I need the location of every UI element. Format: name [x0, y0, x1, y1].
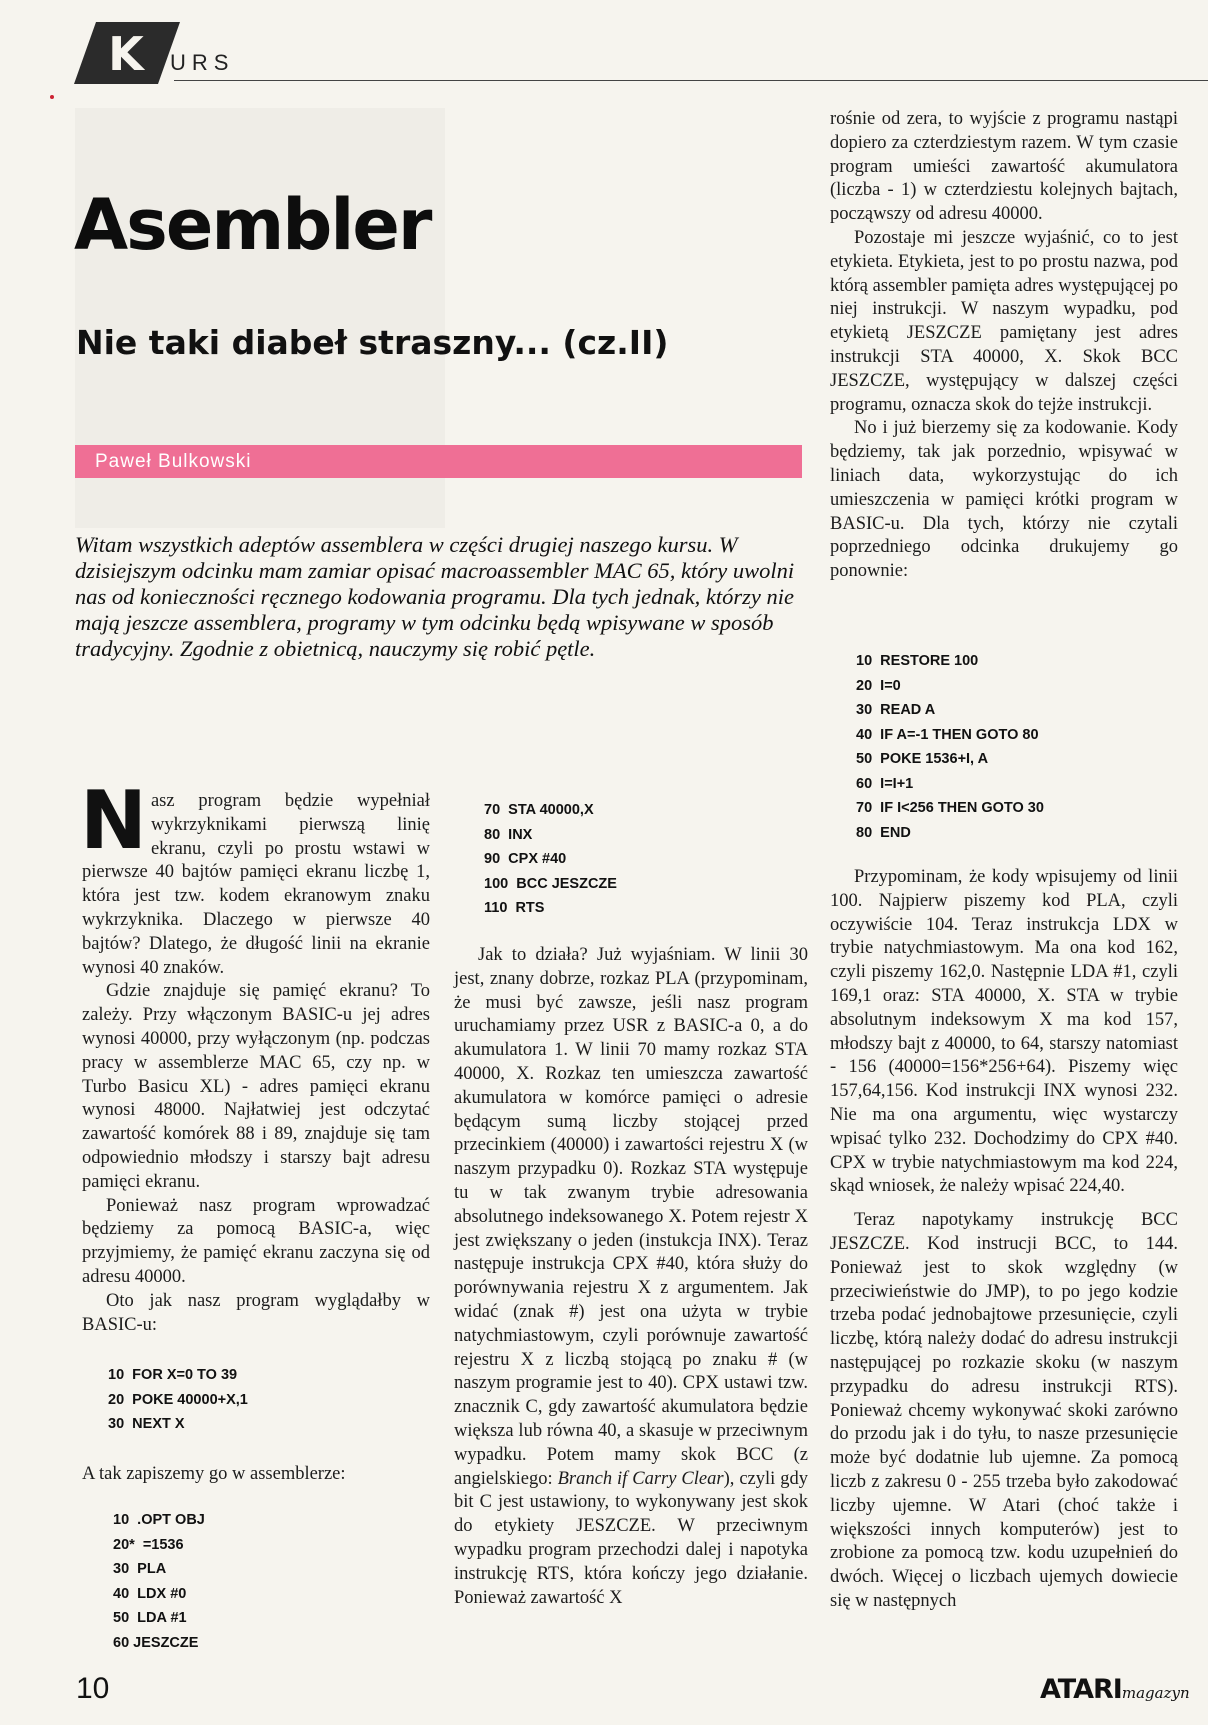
logo-main: ATARI: [1040, 1674, 1122, 1705]
code-line: 10 .OPT OBJ: [113, 1512, 205, 1528]
code-line: 40 LDX #0: [113, 1585, 187, 1602]
paragraph: Ponieważ nasz program wprowadzać będziemy za pomocą BASIC-a, więc przyjmiemy, że pamięć ekranu zaczyna się od adresu 40000.: [82, 1195, 430, 1287]
code-listing-loader: [856, 649, 1044, 845]
code-line: 70 STA 40000,X: [484, 802, 594, 818]
paragraph: Teraz napotykamy instrukcję BCC JESZCZE. Kod instrucji BCC, to 144. Ponieważ jest to skok względny (w przeciwieństwie do JMP), to po jego kodzie trzeba podać jednobajtowe przesunięcie, czyli liczbę, którą należy dodać do adresu instrukcji następującej po rozkazie skoku (w naszym przypadku do adresu instrukcji RTS). Ponieważ chcemy wykonywać skoki zarówno do przodu jak i do tyłu, to nasze przesunięcie może być dodatnie lub ujemne. Za pomocą liczb z zakresu 0 - 255 trzeba było zakodować liczby ujemne. W Atari (choć także i większości innych komputerów) jest to zrobione za pomocą tzw. kodu uzupełnień do dwóch. Więcej o liczbach ujemych dowiecie się w następnych: [830, 1210, 1178, 1611]
code-line: 30 NEXT X: [108, 1416, 185, 1432]
paragraph: Oto jak nasz program wyglądałby w BASIC-u:: [82, 1290, 430, 1335]
code-listing-basic: [108, 1363, 248, 1437]
paragraph: Gdzie znajduje się pamięć ekranu? To zależy. Przy włączonym BASIC-u jej adres wynosi 40000, przy wyłączonym (np. podczas pracy w assemblerze MAC 65, czy np. w Turbo Basicu XL) - adres pamięci ekranu wynosi 48000. Najłatwiej jest odczytać zawartość komórek 88 i 89, znajduje się tam odpowiednio młodszy i starszy bajt adresu pamięci ekranu.: [82, 981, 430, 1192]
code-line: 60 I=I+1: [856, 775, 914, 792]
code-listing-assembler-2: [484, 798, 617, 921]
paragraph: Przypominam, że kody wpisujemy od linii 100. Najpierw piszemy kod PLA, czyli oczywiście 104. Teraz instrukcja LDX w trybie natychmiastowym. Ma ona kod 162, czyli piszemy 162,0. Następnie LDA #1, czyli 169,1 oraz: STA 40000, X. STA w trybie absolutnym indeksowym X ma kod 157, młodszy bajt z 40000, to 64, starszy natomiast - 156 (40000=156*256+64). Piszemy więc 157,64,156. Kod instrukcji INX wynosi 232. Nie ma ona argumentu, więc wystarczy wpisać tylko 232. Dochodzimy do CPX #40. CPX w trybie natychmiastowym ma kod 224, skąd wniosek, że należy wpisać 224,40.: [830, 867, 1178, 1197]
column-3-top: [830, 108, 1178, 584]
code-line: 80 INX: [484, 826, 533, 843]
column-1: [80, 774, 430, 1337]
code-line: 40 IF A=-1 THEN GOTO 80: [856, 726, 1039, 743]
code-line: 20 POKE 40000+X,1: [108, 1391, 248, 1408]
magazine-logo: [1040, 1674, 1190, 1705]
paragraph: Nasz program będzie wypełniał wykrzyknikami pierwszą linię ekranu, czyli po prostu wstawi w pierwsze 40 bajtów pamięci ekranu liczbę 1, która jest tzw. kodem ekranowym znaku wykrzyknika. Dlaczego w pierwsze 40 bajtów? Dlatego, że długość linii na ekranie wynosi 40 znaków.: [80, 774, 430, 978]
code-line: 30 PLA: [113, 1561, 167, 1577]
article-subtitle: Nie taki diabeł straszny... (cz.II): [76, 323, 669, 362]
code-line: 80 END: [856, 824, 911, 841]
code-line: 90 CPX #40: [484, 851, 567, 867]
code-line: 50 POKE 1536+I, A: [856, 751, 989, 767]
page-number: 10: [76, 1672, 110, 1705]
code-line: 10 RESTORE 100: [856, 653, 979, 669]
article-title: Asembler: [74, 184, 431, 266]
code-line: 50 LDA #1: [113, 1610, 187, 1626]
code-line: 70 IF I<256 THEN GOTO 30: [856, 800, 1044, 816]
paragraph: Jak to działa? Już wyjaśniam. W linii 30 jest, znany dobrze, rozkaz PLA (przypominam, że musi być zawsze, jeśli nasz program uruchamiamy przez USR z BASIC-a 0, a do akumulatora 1. W linii 70 mamy rozkaz STA 40000, X. Rozkaz ten umieszcza zawartość akumulatora w komórce pamięci o adresie będącym sumą liczby stojącej przed przecinkiem (40000) i zawartości rejestru X (w naszym przypadku 0). Rozkaz STA występuje tu w tak zwanym trybie adresowania absolutnego indeksowanego X. Potem rejestr X jest zwiększany o jeden (instukcja INX). Teraz następuje instrukcja CPX #40, która służy do porównywania rejestru X z argumentem. Jak widać (znak #) jest ona użyta w trybie natychmiastowym, czyli porównuje zawartość rejestru X z liczbą stojącą po znaku # (w naszym programie jest to 40). CPX ustawi tzw. znacznik C, gdy zawartość akumulatora będzie większa lub równa 40, a skasuje w przeciwnym wypadku. Potem mamy skok BCC (z angielskiego: Branch if Carry Clear), czyli gdy bit C jest ustawiony, to wykonywany jest skok do etykiety JESZCZE. W przeciwnym wypadku program przechodzi dalej i napotyka instrukcję RTS, która kończy jego działanie. Ponieważ zawartość X: [454, 945, 808, 1608]
section-name: URS: [170, 50, 235, 75]
author-bar: Paweł Bulkowski: [75, 445, 802, 478]
section-letter: K: [108, 27, 144, 81]
code-line: 100 BCC JESZCZE: [484, 875, 617, 892]
code-line: 10 FOR X=0 TO 39: [108, 1367, 238, 1383]
code-listing-assembler-1: [113, 1508, 205, 1655]
section-logo-k: [74, 22, 180, 84]
code-line: 20* =1536: [113, 1536, 184, 1553]
paragraph: A tak zapiszemy go w assemblerze:: [82, 1464, 346, 1484]
paragraph: No i już bierzemy się za kodowanie. Kody będziemy, tak jak porzednio, wpisywać w liniach data, wykorzystując do ich umieszczenia w pamięci krótki program w BASIC-u. Dla tych, którzy nie czytali poprzedniego odcinka drukujemy go ponownie:: [830, 418, 1178, 582]
section-header: [74, 22, 1174, 86]
column-2: [454, 944, 808, 1610]
paragraph: Pozostaje mi jeszcze wyjaśnić, co to jest etykieta. Etykieta, jest to po prostu nazwa, pod którą assembler pamięta adres występującej po niej instrukcji. W naszym wypadku, pod etykietą JESZCZE pamiętany jest adres instrukcji STA 40000, X. Skok BCC JESZCZE, występujący w dalszej części programu, oznacza skok do tejże instrukcji.: [830, 227, 1178, 415]
header-rule: [174, 80, 1208, 81]
code-line: 110 RTS: [484, 900, 545, 916]
paragraph: rośnie od zera, to wyjście z programu nastąpi dopiero za czterdziestym razem. W tym czasie program umieści zawartość akumulatora (liczba - 1) w czterdziestu kolejnych bajtach, począwszy od adresu 40000.: [830, 109, 1178, 225]
logo-sub: magazyn: [1121, 1684, 1190, 1702]
code-line: 20 I=0: [856, 677, 901, 694]
drop-cap: N: [80, 774, 147, 867]
print-speck: [50, 95, 54, 99]
intro-paragraph: Witam wszystkich adeptów assemblera w części drugiej naszego kursu. W dzisiejszym odcinku mam zamiar opisać macroassembler MAC 65, który uwolni nas od konieczności ręcznego kodowania programu. Dla tych jednak, którzy nie mają jeszcze assemblera, programy w tym odcinku będą wpisywane w sposób tradycyjny. Zgodnie z obietnicą, nauczymy się robić pętle.: [75, 532, 795, 661]
column-3-bottom: [830, 866, 1178, 1614]
code-line: 30 READ A: [856, 702, 936, 718]
code-line: 60 JESZCZE: [113, 1634, 199, 1651]
